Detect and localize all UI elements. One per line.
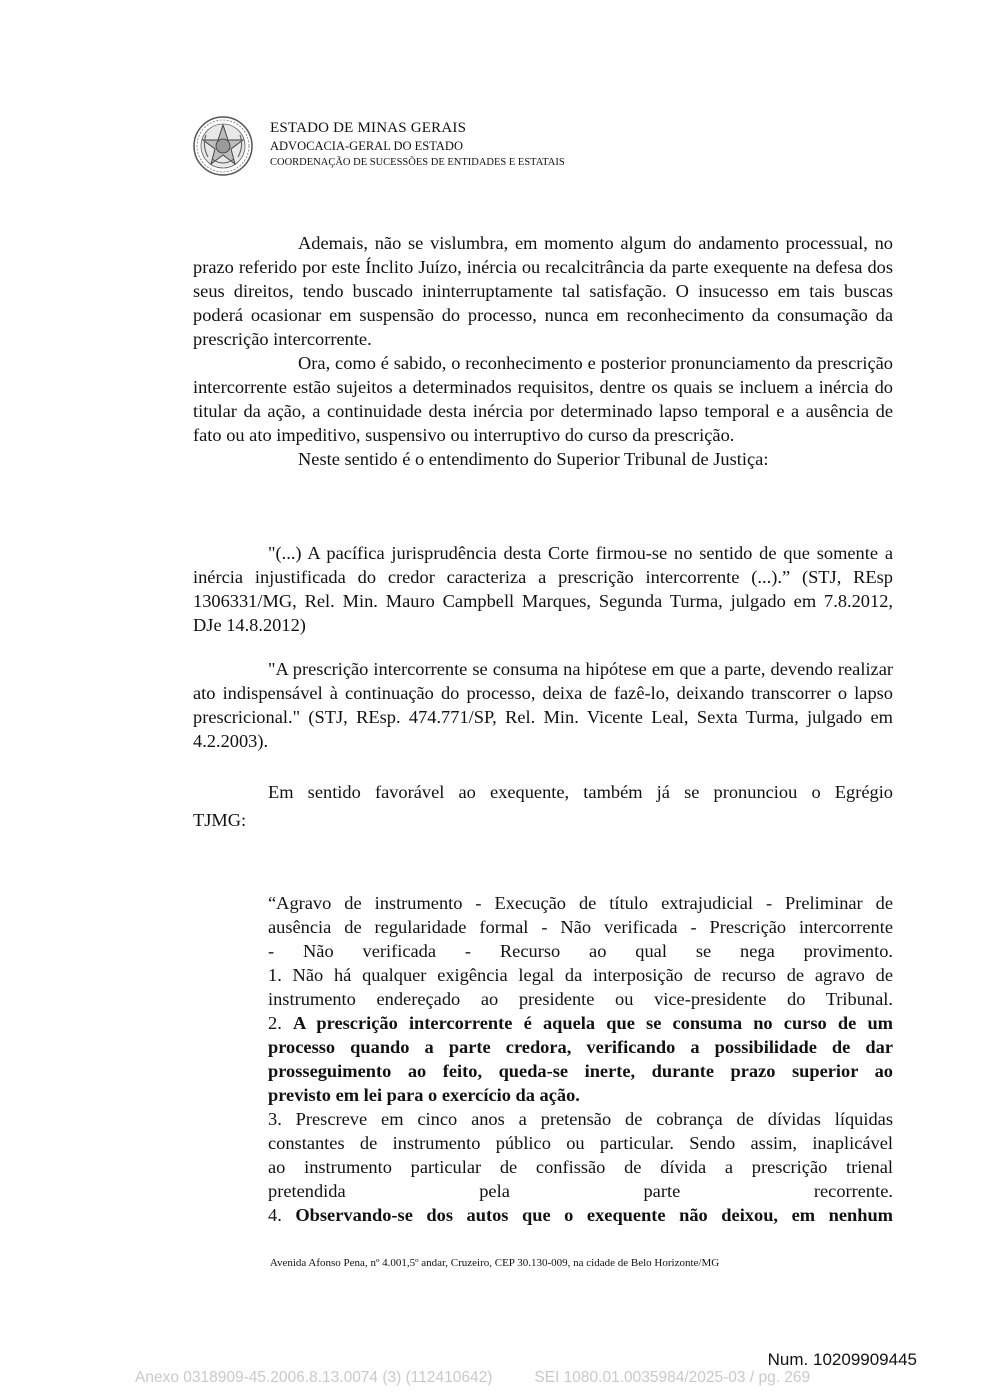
paragraph: Neste sentido é o entendimento do Superior Tribunal de Justiça: (298, 449, 769, 469)
bold-line: prosseguimento ao feito, queda-se inerte, durante prazo superior ao (268, 1061, 893, 1081)
citation-stj-2 (193, 657, 893, 753)
paragraph: Ademais, não se vislumbra, em momento algum do andamento processual, no prazo referido por este Ínclito Juízo, inércia ou recalcitrância da parte exequente na defesa dos seus direitos, tendo buscado ininterruptamente tal satisfação. O insucesso em tais buscas poderá ocasionar em suspensão do processo, nunca em reconhecimento da consumação da prescrição intercorrente. (193, 233, 893, 349)
coat-of-arms-icon (192, 115, 254, 177)
state-name: ESTADO DE MINAS GERAIS (270, 120, 467, 136)
quote-line: ausência de regularidade formal - Não verificada - Prescrição intercorrente (268, 917, 893, 937)
quote-line: pretendida pela parte recorrente. (268, 1181, 893, 1201)
letterhead (192, 115, 892, 177)
bold-line: processo quando a parte credora, verificando a possibilidade de dar (268, 1037, 893, 1057)
quote-line: constantes de instrumento público ou particular. Sendo assim, inaplicável (268, 1133, 893, 1153)
bold-line: previsto em lei para o exercício da ação. (268, 1085, 580, 1105)
item-number: 2. (268, 1013, 293, 1033)
sei-page-ref: SEI 1080.01.0035984/2025-03 / pg. 269 (534, 1369, 811, 1386)
quote-line (268, 1011, 893, 1035)
paragraph: Ora, como é sabido, o reconhecimento e posterior pronunciamento da prescrição intercorrente estão sujeitos a determinados requisitos, dentre os quais se incluem a inércia do titular da ação, a continuidade desta inércia por determinado lapso temporal e a ausência de fato ou ato impeditivo, suspensivo ou interruptivo do curso da prescrição. (193, 353, 893, 445)
attachment-id: Anexo 0318909-45.2006.8.13.0074 (3) (112410642) (135, 1369, 493, 1386)
main-text (193, 231, 893, 471)
quote-line: - Não verificada - Recurso ao qual se nega provimento. (268, 941, 893, 961)
bold-text: Observando-se dos autos que o exequente não deixou, em nenhum (295, 1205, 894, 1225)
quote-line: 1. Não há qualquer exigência legal da interposição de recurso de agravo de (268, 965, 893, 985)
paragraph-end: TJMG: (193, 810, 247, 830)
paragraph: Em sentido favorável ao exequente, também já se pronunciou o Egrégio (268, 782, 893, 802)
quote-text: "(...) A pacífica jurisprudência desta Corte firmou-se no sentido de que somente a inércia injustificada do credor caracteriza a prescrição intercorrente (...).” (STJ, REsp 1306331/MG, Rel. Min. Mauro Campbell Marques, Segunda Turma, julgado em 7.8.2012, DJe 14.8.2012) (193, 543, 893, 635)
document-number: Num. 10209909445 (767, 1350, 917, 1369)
citation-stj-1 (193, 541, 893, 637)
quote-line (268, 1203, 893, 1227)
item-number: 4. (268, 1205, 296, 1225)
quote-line: 3. Prescreve em cinco anos a pretensão de cobrança de dívidas líquidas (268, 1109, 893, 1129)
footer-address: Avenida Afonso Pena, nº 4.001,5º andar, Cruzeiro, CEP 30.130-009, na cidade de Belo Horizonte/MG (269, 1257, 720, 1269)
quote-line: ao instrumento particular de confissão de dívida a prescrição trienal (268, 1157, 893, 1177)
attachment-stamp (135, 1369, 810, 1387)
quote-text: "A prescrição intercorrente se consuma na hipótese em que a parte, devendo realizar ato indispensável à continuação do processo, deixa de fazê-lo, deixando transcorrer o lapso prescricional." (STJ, REsp. 474.771/SP, Rel. Min. Vicente Leal, Sexta Turma, julgado em 4.2.2003). (193, 659, 893, 751)
tjmg-intro (193, 780, 893, 832)
agency-name: ADVOCACIA-GERAL DO ESTADO (270, 139, 463, 153)
bold-text: A prescrição intercorrente é aquela que se consuma no curso de um (292, 1013, 893, 1033)
quote-line: “Agravo de instrumento - Execução de título extrajudicial - Preliminar de (268, 893, 893, 913)
quote-line: instrumento endereçado ao presidente ou vice-presidente do Tribunal. (268, 989, 893, 1009)
department-name: COORDENAÇÃO DE SUCESSÕES DE ENTIDADES E ESTATAIS (270, 157, 565, 168)
citation-tjmg (268, 891, 893, 1227)
